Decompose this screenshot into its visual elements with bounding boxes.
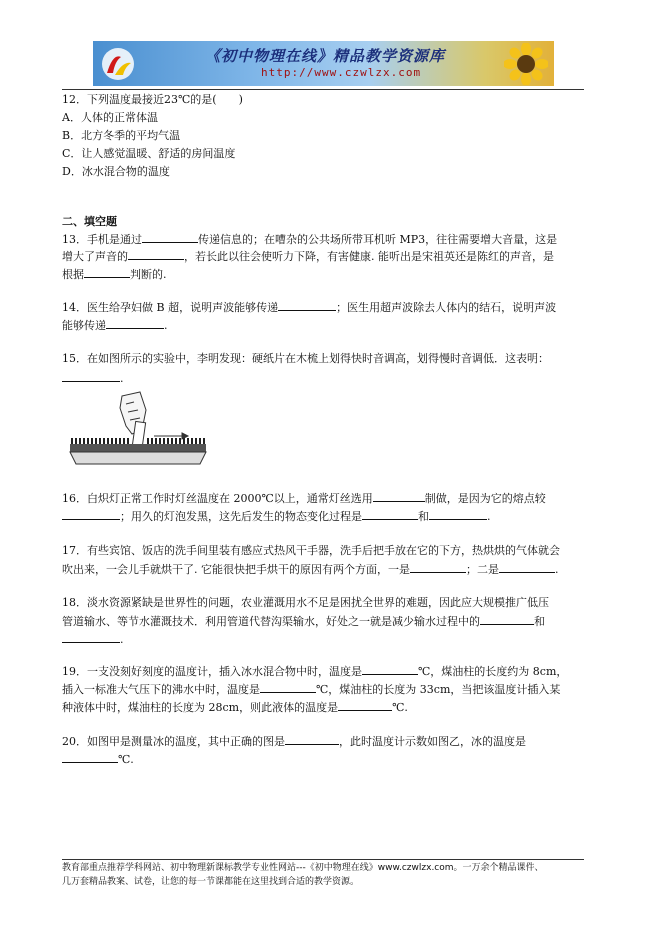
site-logo-icon	[101, 47, 135, 81]
answer-blank	[338, 699, 392, 711]
footer-rule	[62, 859, 584, 860]
header-banner	[93, 41, 554, 86]
q18-text: 和	[534, 615, 545, 628]
q19-text: ℃.	[392, 701, 408, 714]
answer-blank	[128, 248, 184, 260]
q18-line3	[62, 631, 124, 647]
q16-text: 16．白炽灯正常工作时灯丝温度在 2000℃以上，通常灯丝选用	[62, 492, 373, 505]
footer-line2: 几万套精品教案、试卷，让您的每一节课都能在这里找到合适的教学资源。	[62, 877, 360, 887]
q14-text: 能够传递	[62, 319, 106, 332]
answer-blank	[429, 508, 487, 520]
q16-text: .	[487, 510, 491, 523]
q14-line2	[62, 317, 168, 333]
comb-experiment-figure	[62, 386, 212, 474]
q19-line2	[62, 681, 560, 697]
q18-text: 管道输水、等节水灌溉技术．利用管道代替沟渠输水，好处之一就是减少输水过程中的	[62, 615, 480, 628]
q12-option-d: D．冰水混合物的温度	[62, 165, 170, 178]
q19-line1	[62, 663, 567, 679]
q13-text: 根据	[62, 268, 84, 281]
q12-option-b: B．北方冬季的平均气温	[62, 129, 181, 142]
q20-line1	[62, 733, 526, 749]
q12-stem: 12．下列温度最接近23℃的是( )	[62, 93, 243, 106]
q20-text: ，此时温度计示数如图乙，冰的温度是	[339, 735, 526, 748]
answer-blank	[62, 751, 118, 763]
answer-blank	[410, 561, 466, 573]
q16-text: 和	[418, 510, 429, 523]
q20-text: ℃.	[118, 753, 134, 766]
answer-blank	[373, 490, 425, 502]
q19-text: ℃，煤油柱的长度约为 8cm，	[418, 665, 568, 678]
q12-option-c: C．让人感觉温暖、舒适的房间温度	[62, 147, 236, 160]
q15-line1: 15．在如图所示的实验中，李明发现：硬纸片在木梳上划得快时音调高，划得慢时音调低．这表明：	[62, 352, 549, 365]
q17-text: .	[555, 563, 559, 576]
section-title: 二、填空题	[62, 215, 117, 228]
answer-blank	[260, 681, 316, 693]
answer-blank	[362, 508, 418, 520]
q20-line2	[62, 751, 134, 767]
q18-line2	[62, 613, 545, 629]
q19-line3	[62, 699, 408, 715]
footer-line1: 教育部重点推荐学科网站、初中物理新课标教学专业性网站---《初中物理在线》www.czwlzx.com。一万余个精品课件、	[62, 863, 544, 873]
banner-url: http://www.czwlzx.com	[261, 66, 422, 79]
q20-text: 20．如图甲是测量冰的温度，其中正确的图是	[62, 735, 285, 748]
header-rule	[62, 89, 584, 90]
answer-blank	[285, 733, 339, 745]
q19-text: ℃，煤油柱的长度为 33cm，当把该温度计插入某	[316, 683, 561, 696]
q19-text: 插入一标准大气压下的沸水中时，温度是	[62, 683, 260, 696]
q13-text: 13．手机是通过	[62, 233, 142, 246]
q18-text: .	[120, 633, 124, 646]
answer-blank	[480, 613, 534, 625]
q13-line1	[62, 231, 557, 247]
q13-text: 增大了声音的	[62, 250, 128, 263]
q13-line3	[62, 266, 167, 282]
answer-blank	[62, 370, 120, 382]
sunflower-icon	[504, 43, 548, 85]
q17-text: ；二是	[466, 563, 499, 576]
q14-text: 14．医生给孕妇做 B 超，说明声波能够传递	[62, 301, 279, 314]
q19-text: 种液体中时，煤油柱的长度为 28cm，则此液体的温度是	[62, 701, 339, 714]
q18-line1: 18．淡水资源紧缺是世界性的问题，农业灌溉用水不足是困扰全世界的难题，因此应大规模推广低压	[62, 596, 549, 609]
answer-blank	[499, 561, 555, 573]
q15-line2	[62, 370, 124, 386]
q13-text: 判断的.	[130, 268, 167, 281]
q16-line1	[62, 490, 546, 506]
q13-text: 传递信息的；在嘈杂的公共场所带耳机听 MP3，往往需要增大音量，这是	[198, 233, 558, 246]
answer-blank	[106, 317, 164, 329]
q14-text: .	[164, 319, 168, 332]
q15-text: .	[120, 372, 124, 385]
q17-line1: 17．有些宾馆、饭店的洗手间里装有感应式热风干手器，洗手后把手放在它的下方，热烘烘的气体就会	[62, 544, 560, 557]
q16-text: 制做，是因为它的熔点较	[424, 492, 546, 505]
answer-blank	[278, 299, 336, 311]
answer-blank	[142, 231, 198, 243]
answer-blank	[62, 508, 120, 520]
q14-text: ；医生用超声波除去人体内的结石，说明声波	[336, 301, 557, 314]
answer-blank	[362, 663, 418, 675]
q13-line2	[62, 248, 554, 264]
q16-line2	[62, 508, 491, 524]
banner-title: 《初中物理在线》精品教学资源库	[205, 47, 446, 65]
q17-line2	[62, 561, 559, 577]
answer-blank	[62, 631, 120, 643]
q14-line1	[62, 299, 556, 315]
q12-option-a: A．人体的正常体温	[62, 111, 158, 124]
q17-text: 吹出来，一会儿手就烘干了. 它能很快把手烘干的原因有两个方面，一是	[62, 563, 410, 576]
q16-text: ；用久的灯泡发黑，这先后发生的物态变化过程是	[120, 510, 362, 523]
answer-blank	[84, 266, 130, 278]
q19-text: 19．一支没刻好刻度的温度计，插入冰水混合物中时，温度是	[62, 665, 362, 678]
q13-text: ，若长此以往会使听力下降，有害健康. 能听出是宋祖英还是陈红的声音，是	[184, 250, 554, 263]
